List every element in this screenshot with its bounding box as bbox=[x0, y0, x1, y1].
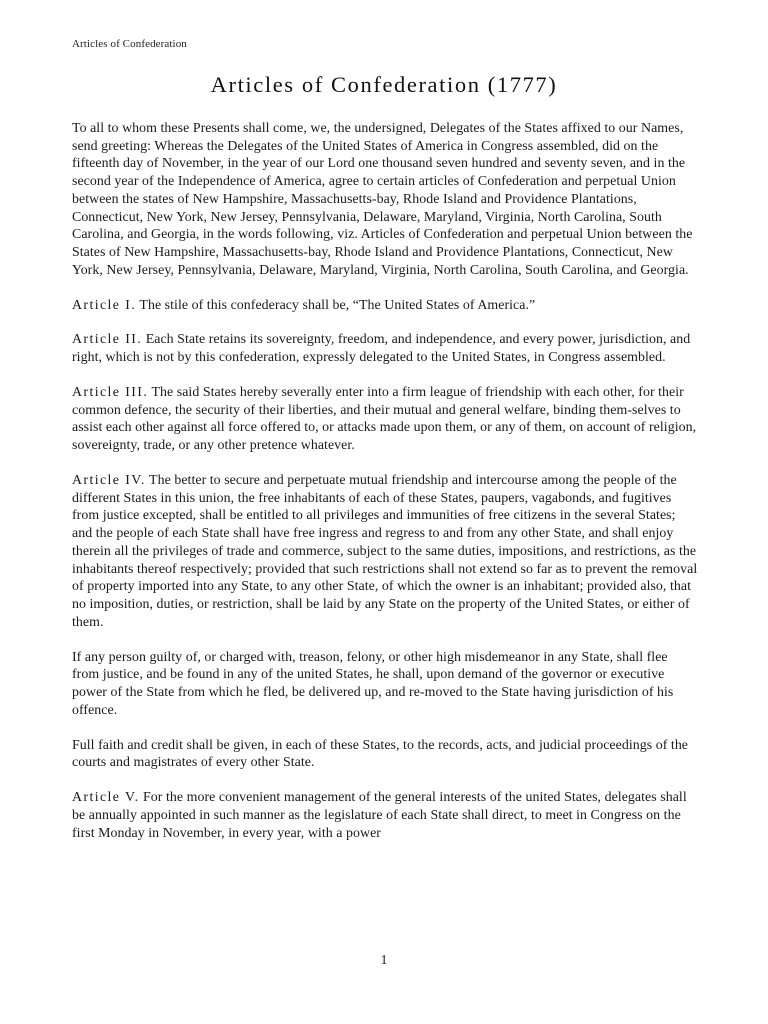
article-1-text: The stile of this confederacy shall be, “The United States of America.” bbox=[136, 297, 536, 313]
article-3-text: The said States hereby severally enter into a firm league of friendship with each other, for their common defence, the security of their liberties, and their mutual and general welfare, binding them-selves to assist each other against all force offered to, or attacks made upon them, or any of them, on account of religion, sovereignty, trade, or any other pretence whatever. bbox=[72, 385, 697, 454]
article-1-label: Article I. bbox=[72, 297, 137, 313]
article-2-label: Article II. bbox=[72, 332, 143, 348]
article-4-full-faith-paragraph: Full faith and credit shall be given, in each of these States, to the records, acts, and judicial proceedings of the courts and magistrates of every other State. bbox=[72, 737, 689, 771]
preamble-paragraph: To all to whom these Presents shall come, we, the undersigned, Delegates of the States affixed to our Names, send greeting: Whereas the Delegates of the United States of America in Congress assembled, did on the fifteenth day of November, in the year of our Lord one thousand seven hundred and seventy seven, and in the second year of the Independence of America, agree to certain articles of Confederation and perpetual Union between the states of New Hampshire, Massachusetts-bay, Rhode Island and Providence Plantations, Connecticut, New York, New Jersey, Pennsylvania, Delaware, Maryland, Virginia, North Carolina, South Carolina, and Georgia, in the words following, viz. Articles of Confederation and perpetual Union between the States of New Hampshire, Massachusetts-bay, Rhode Island and Providence Plantations, Connecticut, New York, New Jersey, Pennsylvania, Delaware, Maryland, Virginia, North Carolina, South Carolina, and Georgia. bbox=[72, 121, 693, 278]
article-4-text: The better to secure and perpetuate mutual friendship and intercourse among the people of the different States in this union, the free inhabitants of each of these States, paupers, vagabonds, and fugitives from justice excepted, shall be entitled to all privileges and immunities of free citizens in the several States; and the people of each State shall have free ingress and regress to and from any other State, and shall enjoy therein all the privileges of trade and commerce, subject to the same duties, impositions, and restrictions, as the inhabitants thereof respectively; provided that such restrictions shall not extend so far as to prevent the removal of property imported into any State, to any other State, of which the owner is an inhabitant; provided also, that no imposition, duties, or restriction, shall be laid by any State on the property of the United States, or either of them. bbox=[72, 473, 698, 630]
article-2-text: Each State retains its sovereignty, freedom, and independence, and every power, jurisdiction, and right, which is not by this confederation, expressly delegated to the United States, in Congress assembled. bbox=[72, 332, 691, 366]
article-4-extradition-paragraph: If any person guilty of, or charged with, treason, felony, or other high misdemeanor in any State, shall flee from justice, and be found in any of the united States, he shall, upon demand of the governor or executive power of the State from which he fled, be delivered up, and re-moved to the State having jurisdiction of his offence. bbox=[72, 649, 674, 718]
article-5-label: Article V. bbox=[72, 790, 140, 806]
document-title: Articles of Confederation (1777) bbox=[210, 72, 558, 97]
article-3-paragraph bbox=[72, 384, 698, 455]
page-number: 1 bbox=[380, 953, 388, 968]
article-5-text: For the more convenient management of the general interests of the united States, delegates shall be annually appointed in such manner as the legislature of each State shall direct, to meet in Congress on the first Monday in November, in every year, with a power bbox=[72, 790, 687, 841]
running-header: Articles of Confederation bbox=[72, 38, 187, 50]
article-4-paragraph bbox=[72, 472, 698, 631]
article-5-paragraph bbox=[72, 789, 698, 842]
document-body bbox=[72, 120, 698, 859]
article-3-label: Article III. bbox=[72, 385, 149, 400]
article-1-paragraph bbox=[72, 297, 698, 315]
article-2-paragraph bbox=[72, 331, 698, 366]
article-4-label: Article IV. bbox=[72, 473, 146, 488]
